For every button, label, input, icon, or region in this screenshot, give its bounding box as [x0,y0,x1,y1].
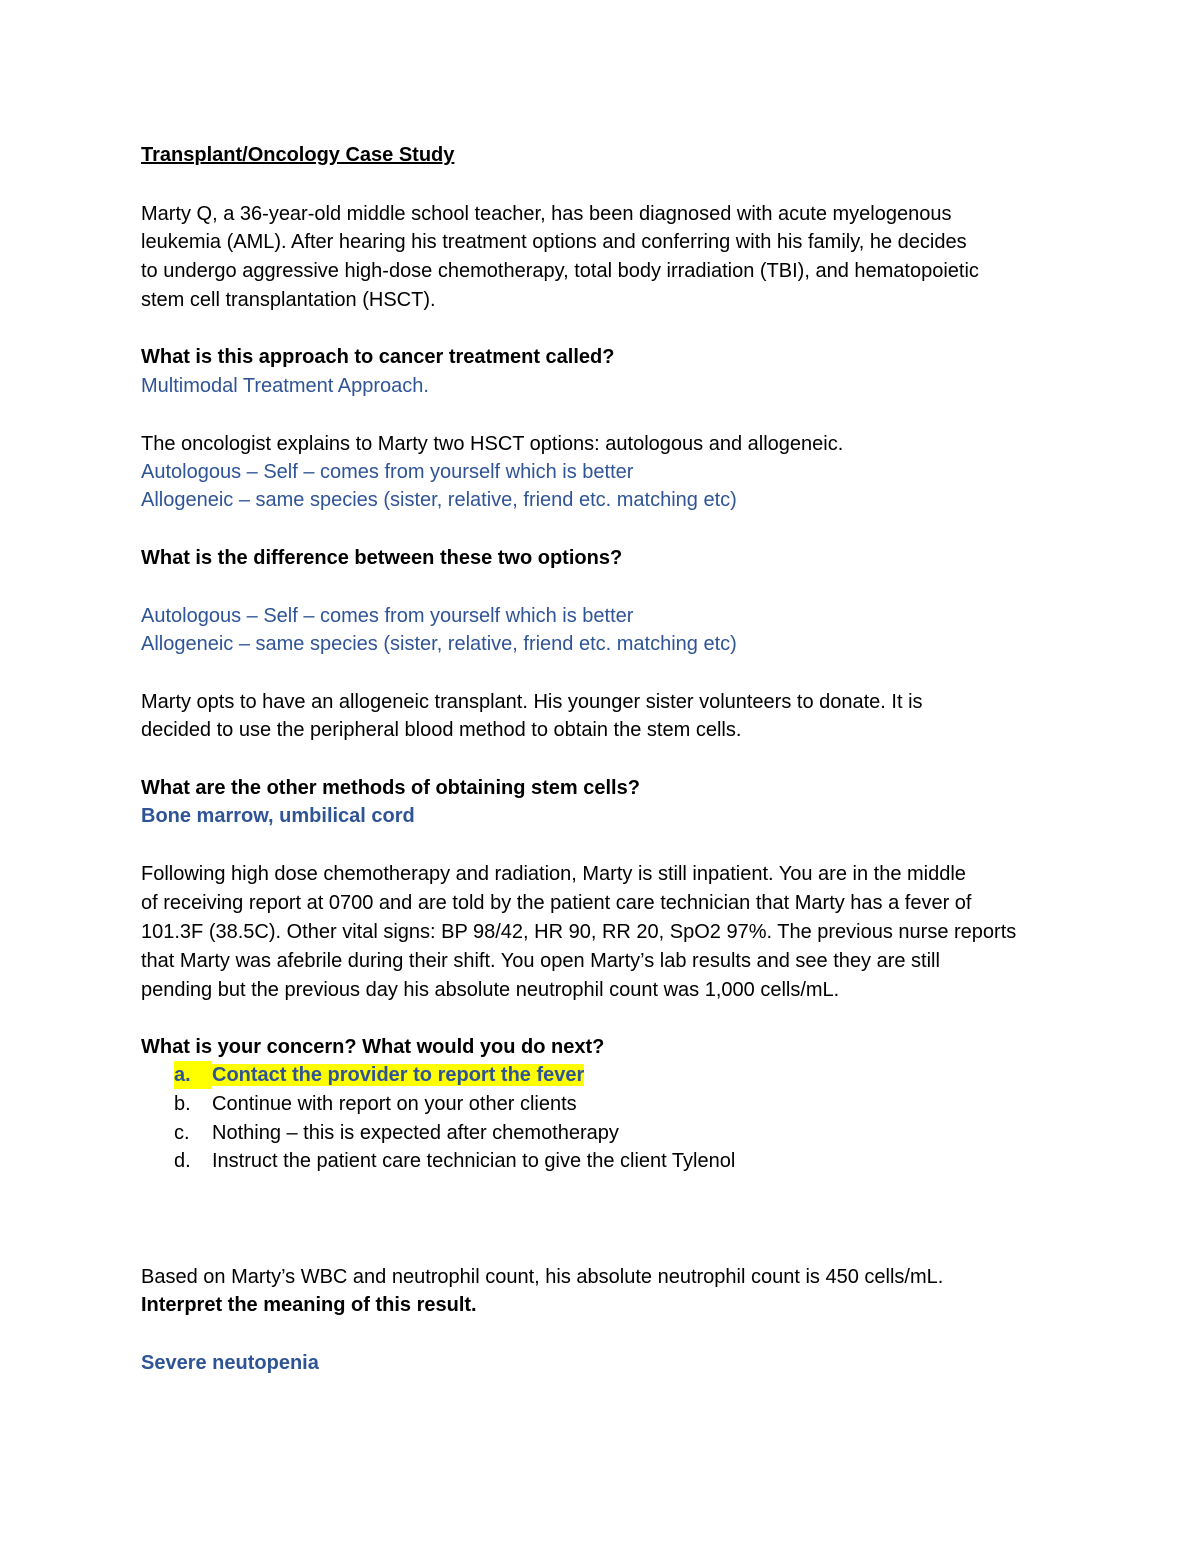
document-title: Transplant/Oncology Case Study [141,144,455,166]
intro-line: stem cell transplantation (HSCT). [141,289,436,311]
question-4: What is your concern? What would you do next? [141,1036,605,1058]
answer-2-line: Autologous – Self – comes from yourself which is better [141,605,634,627]
hsct-note: Allogeneic – same species (sister, relative, friend etc. matching etc) [141,489,737,511]
answer-3: Bone marrow, umbilical cord [141,805,415,827]
question-2: What is the difference between these two options? [141,547,623,569]
intro-line: leukemia (AML). After hearing his treatment options and conferring with his family, he decides [141,231,967,253]
answer-1: Multimodal Treatment Approach. [141,375,429,397]
option-b [174,1090,577,1118]
answer-5: Severe neutopenia [141,1352,319,1374]
option-d [174,1147,735,1175]
followup-line: 101.3F (38.5C). Other vital signs: BP 98/42, HR 90, RR 20, SpO2 97%. The previous nurse reports [141,921,1017,943]
question-3: What are the other methods of obtaining stem cells? [141,777,640,799]
hsct-text: The oncologist explains to Marty two HSCT options: autologous and allogeneic. [141,433,844,455]
option-letter: c. [174,1122,190,1144]
option-a-selected [174,1061,584,1089]
followup-line: Following high dose chemotherapy and radiation, Marty is still inpatient. You are in the middle [141,863,966,885]
option-text: Instruct the patient care technician to give the client Tylenol [212,1150,736,1172]
option-letter: d. [174,1150,191,1172]
followup-line: of receiving report at 0700 and are told by the patient care technician that Marty has a fever of [141,892,972,914]
option-letter: b. [174,1093,191,1115]
option-text: Continue with report on your other clients [212,1093,577,1115]
question-5: Interpret the meaning of this result. [141,1294,477,1316]
question-1: What is this approach to cancer treatment called? [141,346,615,368]
intro-line: Marty Q, a 36-year-old middle school teacher, has been diagnosed with acute myelogenous [141,203,952,225]
option-c [174,1119,619,1147]
followup-line: pending but the previous day his absolute neutrophil count was 1,000 cells/mL. [141,979,840,1001]
option-letter: a. [174,1061,212,1089]
option-text: Contact the provider to report the fever [212,1064,585,1086]
intro-line: to undergo aggressive high-dose chemotherapy, total body irradiation (TBI), and hematopoietic [141,260,979,282]
transplant-line: Marty opts to have an allogeneic transplant. His younger sister volunteers to donate. It is [141,691,923,713]
transplant-line: decided to use the peripheral blood method to obtain the stem cells. [141,719,742,741]
hsct-note: Autologous – Self – comes from yourself which is better [141,461,634,483]
answer-2-line: Allogeneic – same species (sister, relative, friend etc. matching etc) [141,633,737,655]
followup-line: that Marty was afebrile during their shift. You open Marty’s lab results and see they are still [141,950,940,972]
option-text: Nothing – this is expected after chemotherapy [212,1122,619,1144]
anc-text: Based on Marty’s WBC and neutrophil count, his absolute neutrophil count is 450 cells/mL. [141,1266,944,1288]
